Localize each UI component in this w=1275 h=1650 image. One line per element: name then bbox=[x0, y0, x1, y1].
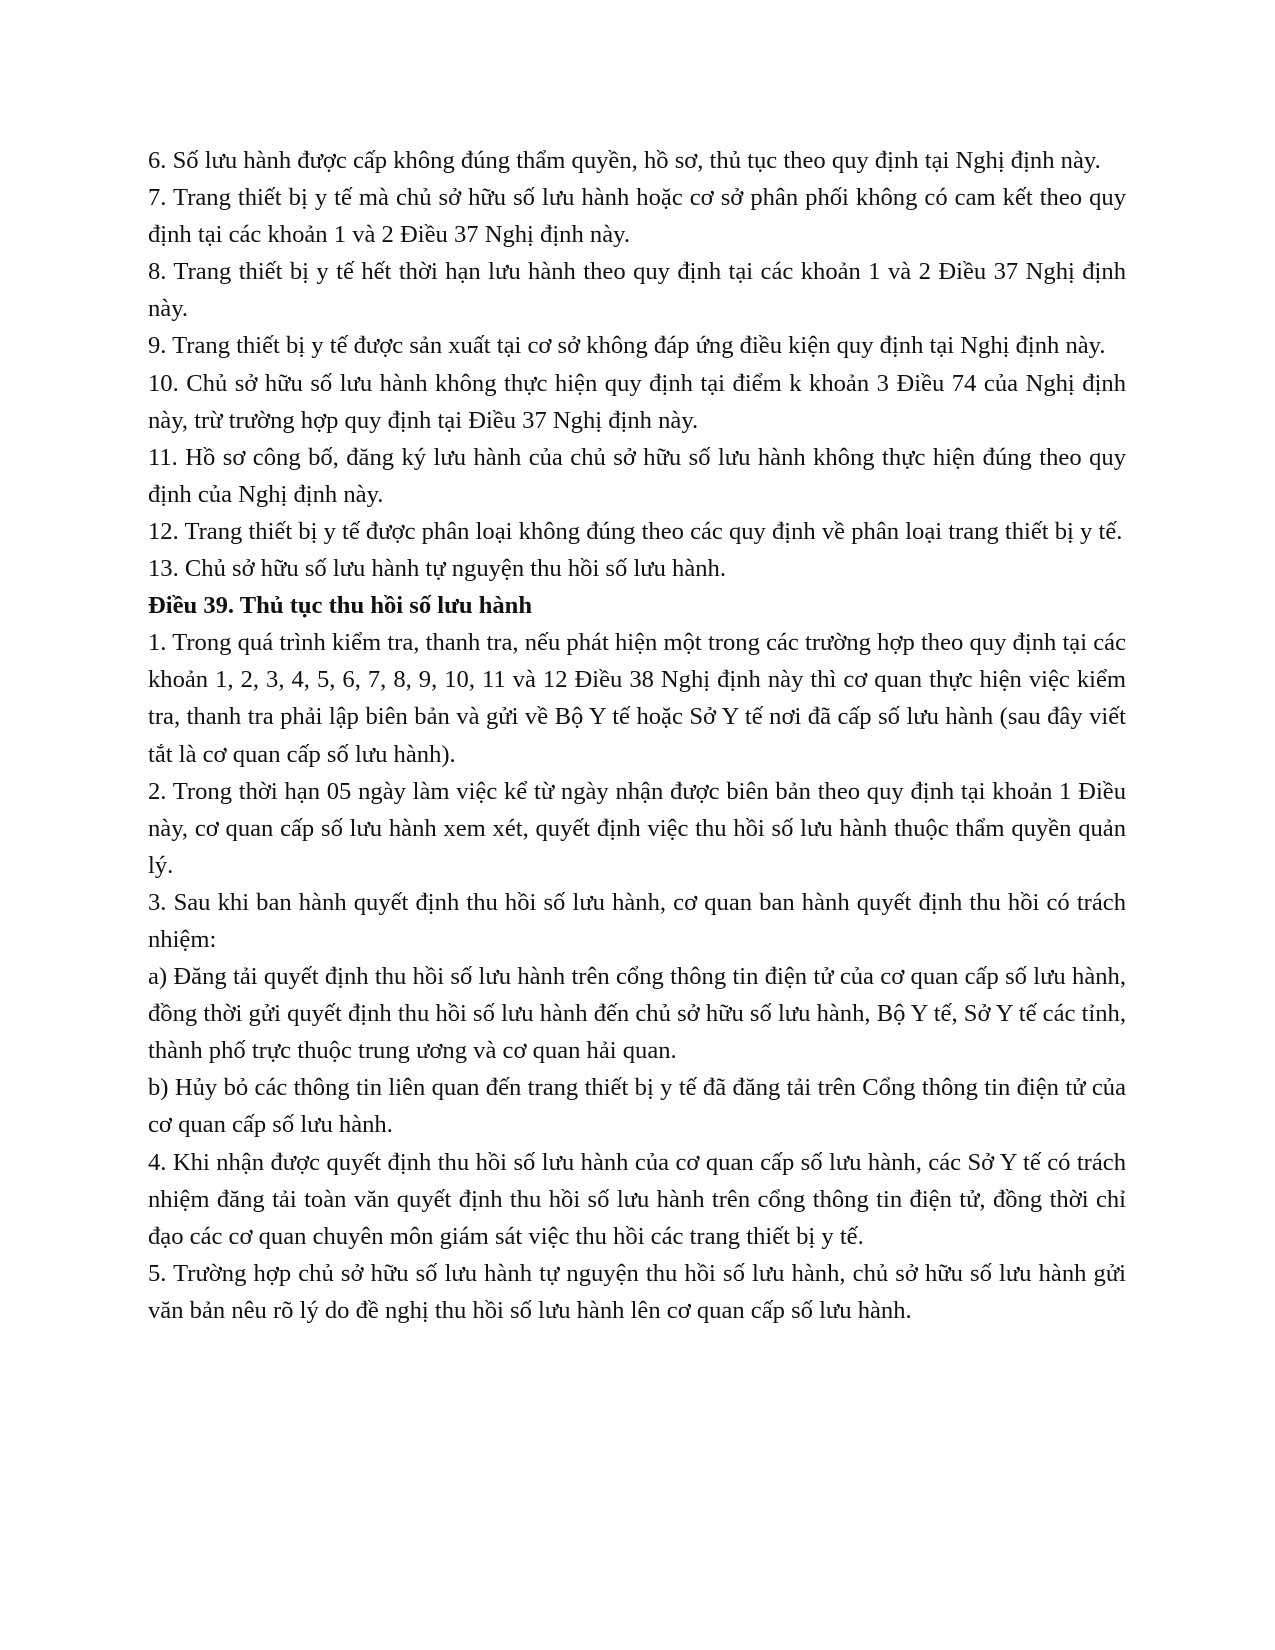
clause-7: 7. Trang thiết bị y tế mà chủ sở hữu số lưu hành hoặc cơ sở phân phối không có cam kết theo quy định tại các khoản 1 và 2 Điều 37 Nghị định này. bbox=[148, 184, 1126, 249]
clause-9: 9. Trang thiết bị y tế được sản xuất tại cơ sở không đáp ứng điều kiện quy định tại Nghị định này. bbox=[148, 332, 1106, 360]
article-39-clause-3: 3. Sau khi ban hành quyết định thu hồi số lưu hành, cơ quan ban hành quyết định thu hồi có trách nhiệm: bbox=[148, 888, 1126, 953]
document-page bbox=[148, 142, 1126, 1329]
clause-13: 13. Chủ sở hữu số lưu hành tự nguyện thu hồi số lưu hành. bbox=[148, 555, 727, 583]
article-39-clause-4: 4. Khi nhận được quyết định thu hồi số lưu hành của cơ quan cấp số lưu hành, các Sở Y tế có trách nhiệm đăng tải toàn văn quyết định thu hồi số lưu hành trên cổng thông tin điện tử, đồng thời chỉ đạo các cơ quan chuyên môn giám sát việc thu hồi các trang thiết bị y tế. bbox=[148, 1148, 1126, 1250]
article-39-heading: Điều 39. Thủ tục thu hồi số lưu hành bbox=[148, 592, 533, 620]
article-39-clause-1: 1. Trong quá trình kiểm tra, thanh tra, nếu phát hiện một trong các trường hợp theo quy định tại các khoản 1, 2, 3, 4, 5, 6, 7, 8, 9, 10, 11 và 12 Điều 38 Nghị định này thì cơ quan thực hiện việc kiểm tra, thanh tra phải lập biên bản và gửi về Bộ Y tế hoặc Sở Y tế nơi đã cấp số lưu hành (sau đây viết tắt là cơ quan cấp số lưu hành). bbox=[148, 629, 1126, 768]
article-39-point-a: a) Đăng tải quyết định thu hồi số lưu hành trên cổng thông tin điện tử của cơ quan cấp số lưu hành, đồng thời gửi quyết định thu hồi số lưu hành đến chủ sở hữu số lưu hành, Bộ Y tế, Sở Y tế các tỉnh, thành phố trực thuộc trung ương và cơ quan hải quan. bbox=[148, 963, 1126, 1065]
article-39-point-b: b) Hủy bỏ các thông tin liên quan đến trang thiết bị y tế đã đăng tải trên Cổng thông tin điện tử của cơ quan cấp số lưu hành. bbox=[148, 1074, 1126, 1139]
clause-11: 11. Hồ sơ công bố, đăng ký lưu hành của chủ sở hữu số lưu hành không thực hiện đúng theo quy định của Nghị định này. bbox=[148, 443, 1126, 508]
clause-8: 8. Trang thiết bị y tế hết thời hạn lưu hành theo quy định tại các khoản 1 và 2 Điều 37 Nghị định này. bbox=[148, 258, 1126, 323]
clause-12: 12. Trang thiết bị y tế được phân loại không đúng theo các quy định về phân loại trang thiết bị y tế. bbox=[148, 517, 1123, 545]
article-39-clause-2: 2. Trong thời hạn 05 ngày làm việc kể từ ngày nhận được biên bản theo quy định tại khoản 1 Điều này, cơ quan cấp số lưu hành xem xét, quyết định việc thu hồi số lưu hành thuộc thẩm quyền quản lý. bbox=[148, 777, 1126, 879]
clause-6: 6. Số lưu hành được cấp không đúng thẩm quyền, hồ sơ, thủ tục theo quy định tại Nghị định này. bbox=[148, 147, 1101, 174]
clause-10: 10. Chủ sở hữu số lưu hành không thực hiện quy định tại điểm k khoản 3 Điều 74 của Nghị định này, trừ trường hợp quy định tại Điều 37 Nghị định này. bbox=[148, 369, 1126, 434]
article-39-clause-5: 5. Trường hợp chủ sở hữu số lưu hành tự nguyện thu hồi số lưu hành, chủ sở hữu số lưu hành gửi văn bản nêu rõ lý do đề nghị thu hồi số lưu hành lên cơ quan cấp số lưu hành. bbox=[148, 1259, 1126, 1324]
